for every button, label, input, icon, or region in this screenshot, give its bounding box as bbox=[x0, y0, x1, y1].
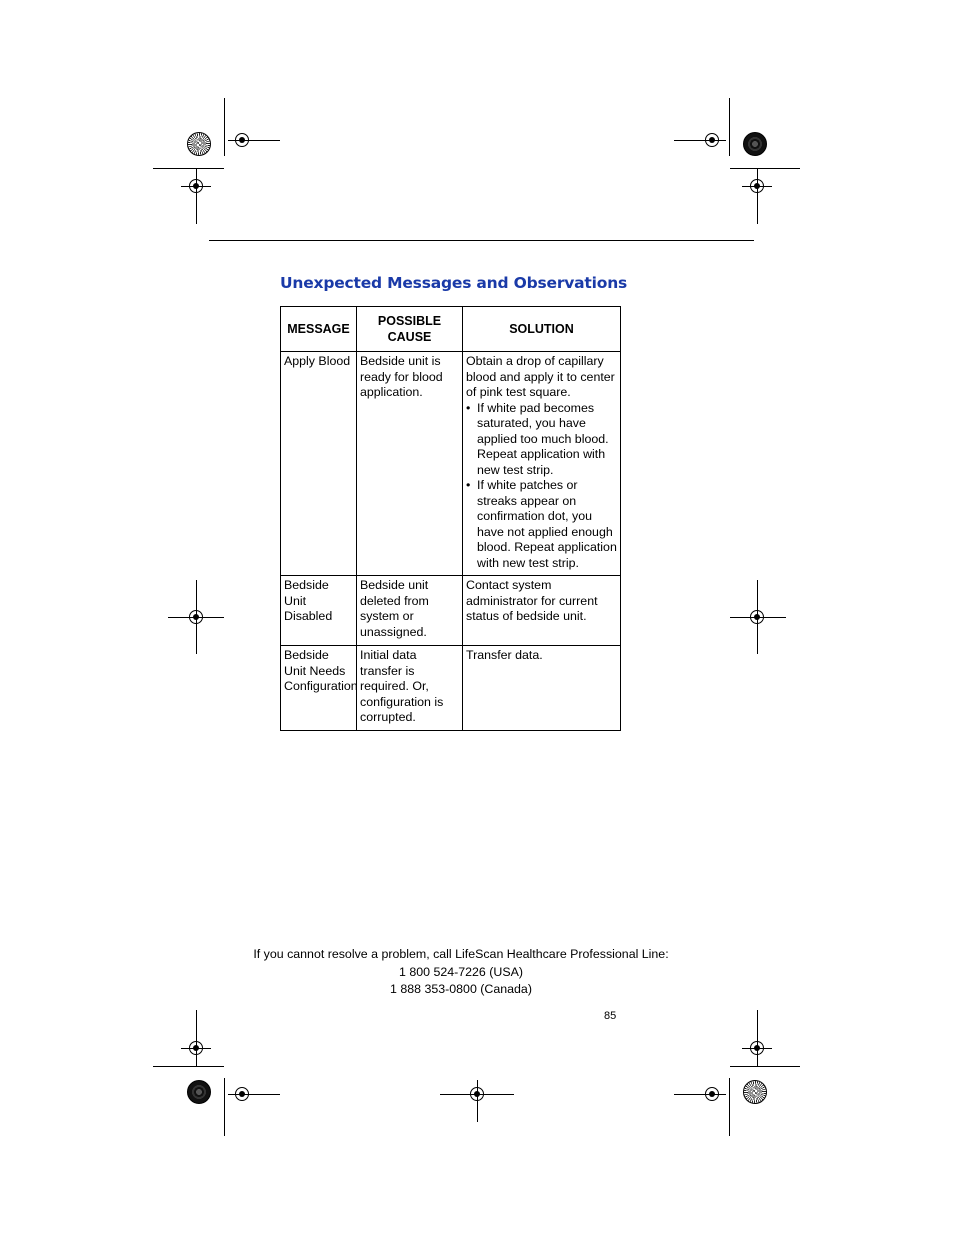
message-cell: Bedside Unit Needs Configuration bbox=[281, 646, 357, 731]
star-target-icon bbox=[743, 1080, 767, 1104]
footer-phone-usa: 1 800 524-7226 (USA) bbox=[399, 964, 523, 979]
page-title: Unexpected Messages and Observations bbox=[280, 274, 628, 292]
star-target-icon bbox=[187, 132, 211, 156]
cause-cell: Bedside unit is ready for blood application. bbox=[357, 352, 463, 576]
registration-mark-icon bbox=[705, 133, 719, 147]
column-header-message: MESSAGE bbox=[281, 307, 357, 352]
message-cell: Bedside Unit Disabled bbox=[281, 576, 357, 646]
list-item: • If white patches or streaks appear on confirmation dot, you have not applied enough blood. Repeat application with new test strip. bbox=[466, 478, 618, 571]
star-target-icon bbox=[743, 132, 767, 156]
table-row bbox=[281, 576, 621, 646]
list-item: • If white pad becomes saturated, you have applied too much blood. Repeat application with new test strip. bbox=[466, 401, 618, 479]
registration-mark-icon bbox=[705, 1087, 719, 1101]
registration-mark-icon bbox=[750, 610, 764, 624]
header-rule bbox=[209, 240, 754, 241]
registration-mark-icon bbox=[235, 1087, 249, 1101]
page-number: 85 bbox=[604, 1010, 617, 1022]
star-target-icon bbox=[187, 1080, 211, 1104]
column-header-possible-cause: POSSIBLE CAUSE bbox=[357, 307, 463, 352]
table-row bbox=[281, 646, 621, 731]
registration-mark-icon bbox=[235, 133, 249, 147]
registration-mark-icon bbox=[189, 179, 203, 193]
support-footer bbox=[240, 946, 682, 999]
registration-mark-icon bbox=[470, 1087, 484, 1101]
footer-support-line: If you cannot resolve a problem, call LifeScan Healthcare Professional Line: bbox=[253, 947, 669, 961]
table-row bbox=[281, 352, 621, 576]
solution-cell: Transfer data. bbox=[463, 646, 621, 731]
cause-cell: Initial data transfer is required. Or, configuration is corrupted. bbox=[357, 646, 463, 731]
registration-mark-icon bbox=[189, 610, 203, 624]
column-header-solution: SOLUTION bbox=[463, 307, 621, 352]
registration-mark-icon bbox=[750, 1041, 764, 1055]
messages-table bbox=[280, 306, 621, 731]
registration-mark-icon bbox=[189, 1041, 203, 1055]
solution-bullet-list bbox=[466, 401, 618, 572]
solution-text: Obtain a drop of capillary blood and apply it to center of pink test square. bbox=[466, 354, 615, 399]
solution-cell: Contact system administrator for current status of bedside unit. bbox=[463, 576, 621, 646]
table-header-row bbox=[281, 307, 621, 352]
solution-cell bbox=[463, 352, 621, 576]
registration-mark-icon bbox=[750, 179, 764, 193]
message-cell: Apply Blood bbox=[281, 352, 357, 576]
cause-cell: Bedside unit deleted from system or unassigned. bbox=[357, 576, 463, 646]
footer-phone-canada: 1 888 353-0800 (Canada) bbox=[390, 982, 532, 996]
